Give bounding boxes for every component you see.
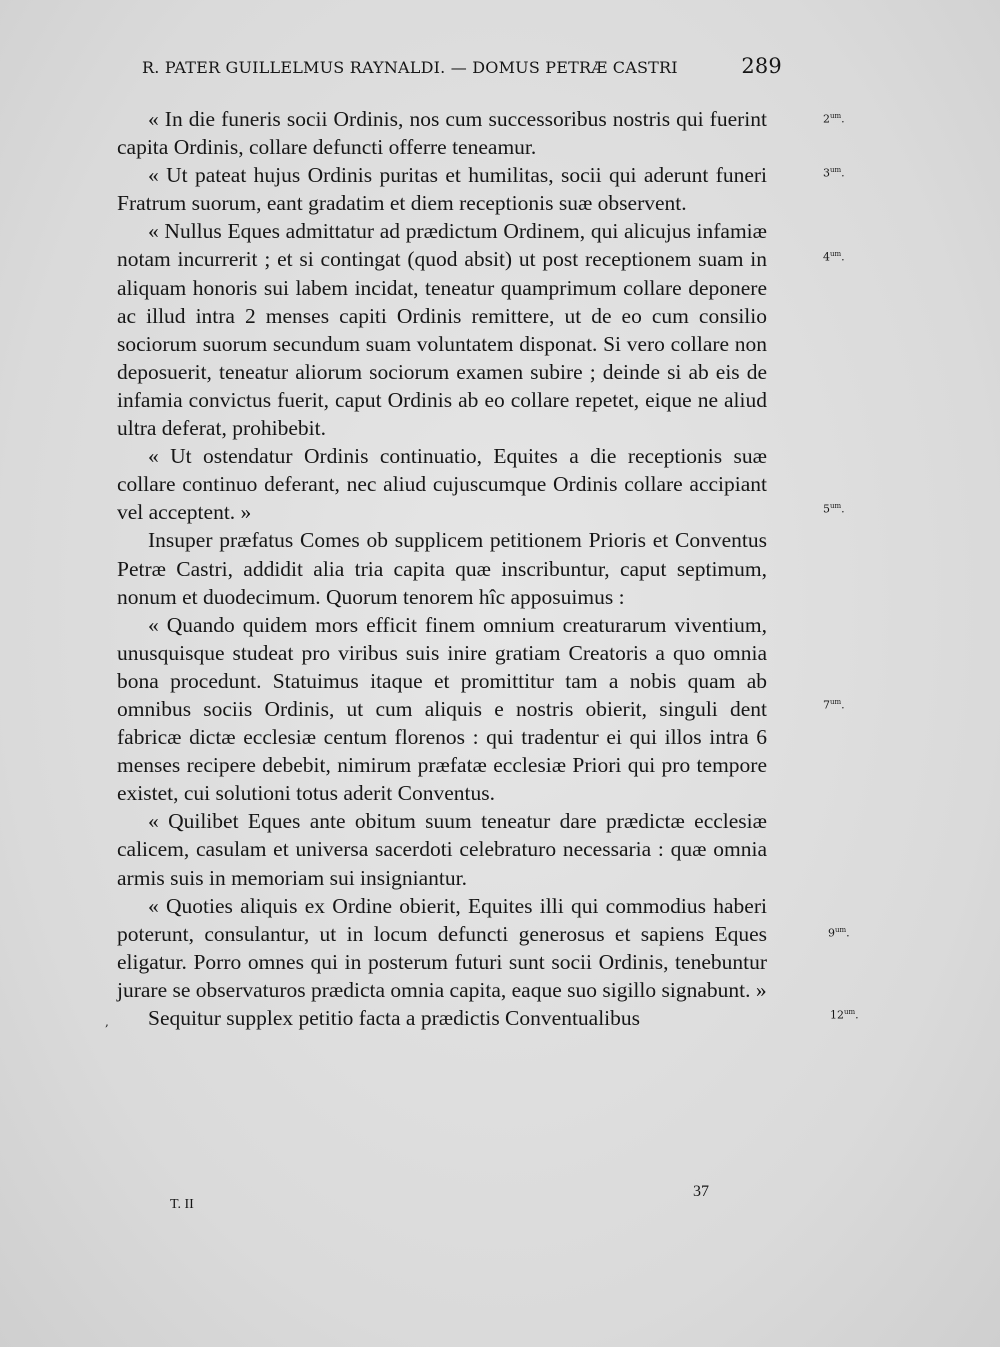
margin-note-2: $2^{um}$. — [823, 112, 845, 126]
paragraph-insuper: Insuper præfatus Comes ob supplicem petitionem Prioris et Conventus Petræ Castri, addidit alia tria capita quæ inscribuntur, caput septimum, nonum et duodecimum. Quorum tenorem hîc apposuimus : — [117, 528, 767, 609]
running-head-title: R. PATER GUILLELMUS RAYNALDI. — DOMUS PETRÆ CASTRI — [142, 58, 678, 77]
signature-mark: 37 — [693, 1183, 709, 1200]
paragraph-caput-7: « Quando quidem mors efficit finem omnium creaturarum viventium, unusquisque studeat pro viribus suis inire gratiam Creatoris a quo omnia bona procedunt. Statuimus itaque et promittitur tam a nobis quam ab omnibus sociis Ordinis, ut cum aliquis e nostris obierit, singuli dent fabricæ dictæ ecclesiæ centum florenos : qui tradentur ei qui illos intra 6 menses recipere debebit, nimirum præfatæ ecclesiæ Priori qui pro tempore existet, cui solutioni totus aderit Conventus. — [117, 612, 767, 806]
margin-note-12: $12^{um}$. — [830, 1008, 859, 1022]
margin-note-5: $5^{um}$. — [823, 502, 845, 516]
paragraph-caput-5: « Ut ostendatur Ordinis continuatio, Equites a die receptionis suæ collare continuo deferant, nec aliud cujuscumque Ordinis collare accipiant vel acceptent. » — [117, 444, 767, 525]
paragraph-caput-4: « Nullus Eques admittatur ad prædictum Ordinem, qui alicujus infamiæ notam incurrerit ; et si contingat (quod absit) ut post receptionem suam in aliquam honoris sui labem incidat, teneatur quamprimum collare deponere ac illud intra 2 menses capiti Ordinis remittere, ut de eo cum consilio sociorum suorum secundum suam voluntatem disponat. Si vero collare non deposuerit, teneatur aliorum sociorum examen subire ; deinde si ab eis de infamia convictus fuerit, caput Ordinis ab eo collare repetet, eique ne aliud ultra deferat, prohibebit. — [117, 219, 767, 441]
page-number: 289 — [741, 54, 782, 78]
margin-note-7: $7^{um}$. — [823, 698, 845, 712]
running-head — [142, 54, 782, 78]
stray-mark: , — [105, 1015, 109, 1029]
margin-note-3: $3^{um}$. — [823, 166, 845, 180]
paragraph-caput-3: « Ut pateat hujus Ordinis puritas et humilitas, socii qui aderunt funeri Fratrum suorum, eant gradatim et diem receptionis suæ observent. — [117, 163, 767, 216]
margin-note-9: $9^{um}$. — [828, 926, 850, 940]
paragraph-caput-12: « Quoties aliquis ex Ordine obierit, Equites illi qui commodius haberi poterunt, consulantur, ut in locum defuncti generosus et sapiens Eques eligatur. Porro omnes qui in posterum futuri sunt socii Ordinis, tenebuntur jurare se observaturos prædicta omnia capita, eaque suo sigillo signabunt. » — [117, 893, 767, 1002]
margin-note-4: $4^{um}$. — [823, 250, 845, 264]
paragraph-sequitur: Sequitur supplex petitio facta a prædictis Conventualibus — [148, 1006, 641, 1030]
body-text — [117, 105, 767, 1032]
paragraph-caput-2: « In die funeris socii Ordinis, nos cum successoribus nostris qui fuerint capita Ordinis, collare defuncti offerre teneamur. — [117, 107, 767, 160]
volume-label: T. II — [170, 1197, 194, 1212]
paragraph-caput-9: « Quilibet Eques ante obitum suum teneatur dare prædictæ ecclesiæ calicem, casulam et universa sacerdoti celebraturo necessaria : quæ omnia armis suis in memoriam sui insigniantur. — [117, 809, 767, 890]
